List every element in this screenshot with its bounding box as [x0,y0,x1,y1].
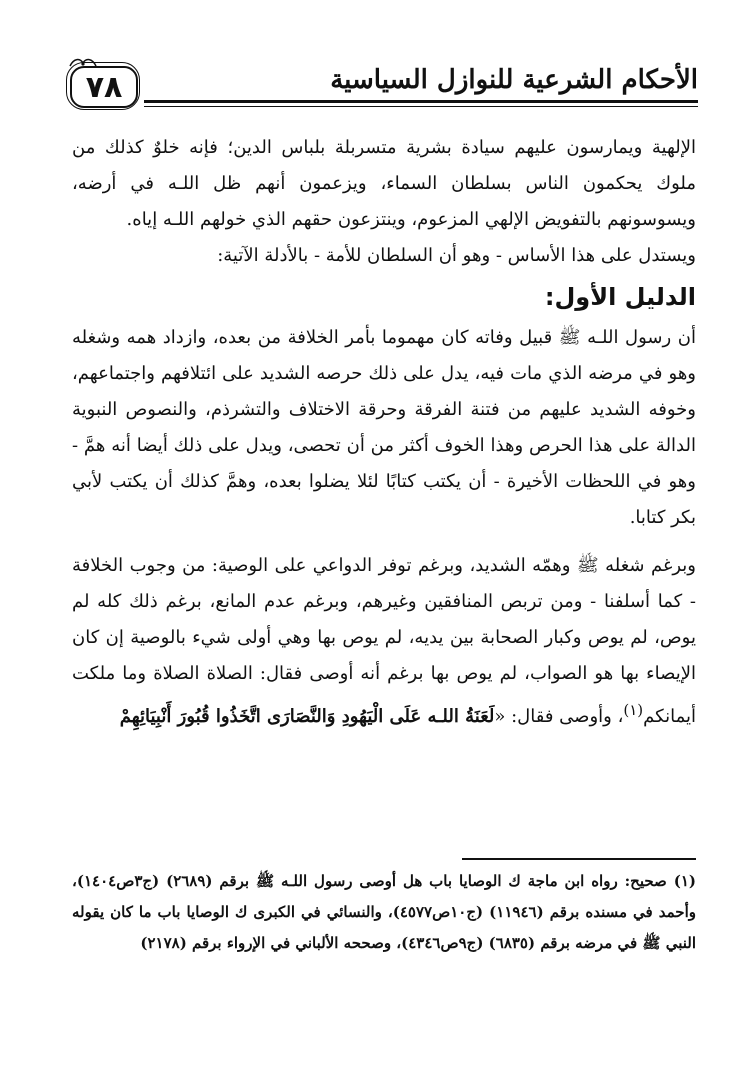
paragraph-4 [72,548,696,735]
header-title: الأحكام الشرعية للنوازل السياسية [330,65,698,95]
main-text [72,130,696,735]
ornament-icon [68,56,98,70]
header-rule [144,100,698,103]
paragraph-1: الإلهية ويمارسون عليهم سيادة بشرية متسربلة بلباس الدين؛ فإنه خلوٌ كذلك من ملوك يحكمون الناس بسلطان السماء، ويزعمون أنهم ظل اللـه في أرضه، ويسوسونهم بالتفويض الإلهي المزعوم، وينتزعون حقهم الذي خولهم اللـه إياه. [72,137,696,230]
paragraph-4-mid: ، وأوصى فقال: « [494,706,624,727]
paragraph-4-main: وبرغم شغله ﷺ وهمّه الشديد، وبرغم توفر الدواعي على الوصية: من وجوب الخلافة - كما أسلفنا - ومن تربص المنافقين وغيرهم، وبرغم عدم المانع، برغم ذلك كله لم يوص، لم يوص وكبار الصحابة بين يديه، لم يوص بها وهي أولى شيء بالوصية إن كان الإيصاء بها هو الصواب، لم يوص بها برغم أنه أوصى فقال: الصلاة الصلاة وما ملكت أيمانكم [72,555,696,727]
footnote-ref: (١) [623,701,644,719]
paragraph-3: أن رسول اللـه ﷺ قبيل وفاته كان مهموما بأمر الخلافة من بعده، وازداد همه وشغله وهو في مرضه الذي مات فيه، يدل على ذلك حرصه الشديد على ائتلافهم واجتماعهم، وخوفه الشديد عليهم من فتنة الفرقة وحرقة الاختلاف والتشرذم، والنصوص النبوية الدالة على هذا الحرص وهذا الخوف أكثر من أن تحصى، ويدل على ذلك أيضا أنه همَّ - وهو في اللحظات الأخيرة - أن يكتب كتابًا لئلا يضلوا بعده، وهمَّ كذلك أن يكتب لأبي بكر كتابا. [72,327,696,528]
paragraph-2: ويستدل على هذا الأساس - وهو أن السلطان للأمة - بالأدلة الآتية: [217,245,696,266]
header-rule-thin [144,106,698,107]
section-heading: الدليل الأول: [544,283,696,311]
footnote-text: (١) صحيح: رواه ابن ماجة ك الوصايا باب هل أوصى رسول اللـه ﷺ برقم (٢٦٨٩) (ج٣ص١٤٠٤)، وأحمد في مسنده برقم (١١٩٤٦) (ج١٠ص٤٥٧٧)، والنسائي في الكبرى ك الوصايا باب ما كان يقوله النبي ﷺ في مرضه برقم (٦٨٣٥) (ج٩ص٤٣٤٦)، وصححه الألباني في الإرواء برقم (٢١٧٨) [72,872,696,952]
footnote-separator [462,858,696,860]
footnote [72,866,696,959]
page-number: ٧٨ [85,69,123,105]
hadith-quote: لَعَنَةُ اللـه عَلَى الْيَهُودِ وَالنَّصَارَى اتَّخَذُوا قُبُورَ أَنْبِيَائِهِمْ [119,706,495,727]
page-header [70,52,698,122]
page-number-frame [70,66,138,108]
